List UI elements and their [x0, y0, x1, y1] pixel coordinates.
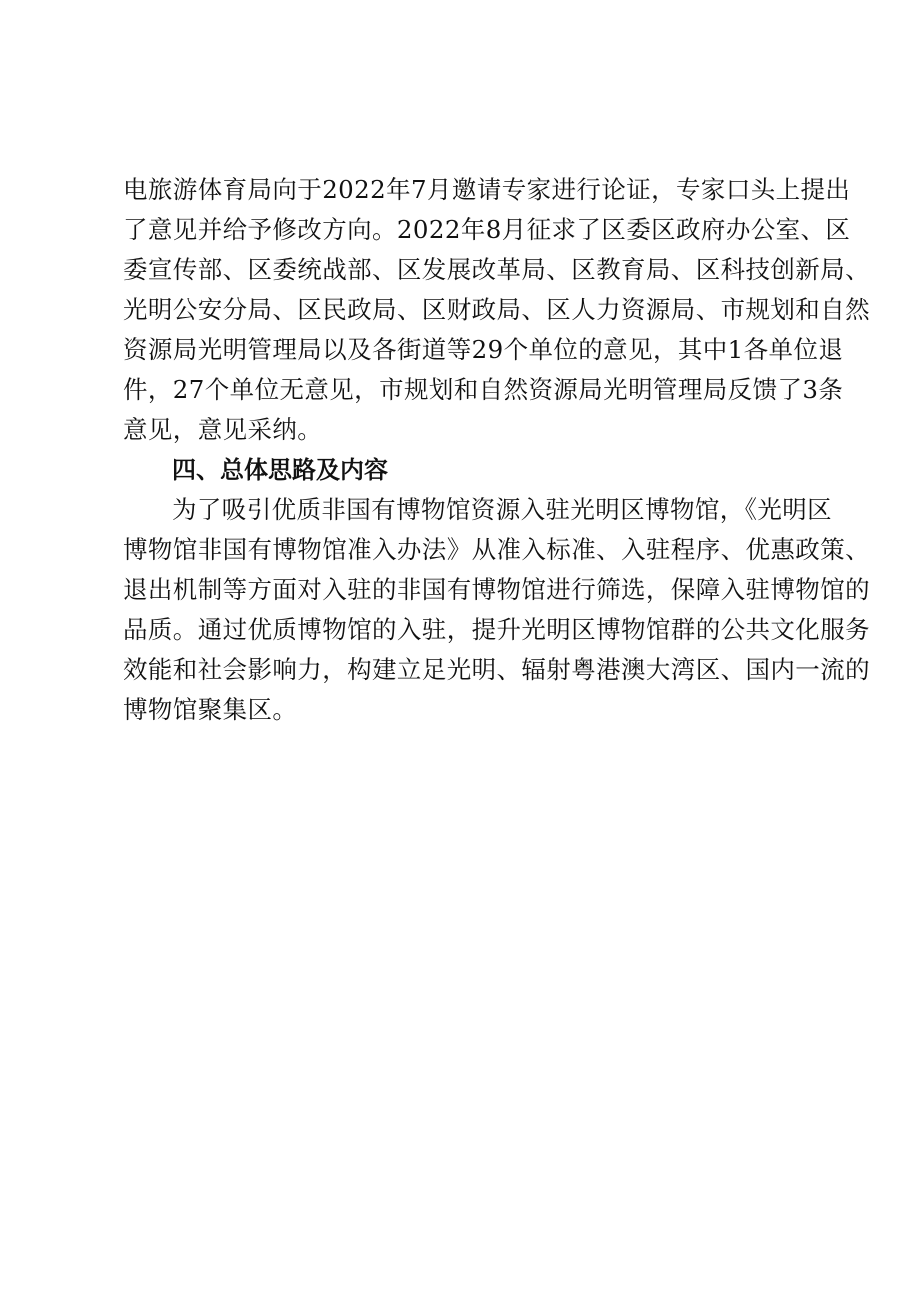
section-heading: 四、总体思路及内容 — [172, 456, 388, 484]
text-line: 博物馆聚集区。 — [123, 695, 298, 724]
paragraph-overall-approach — [123, 490, 870, 730]
text-line: 资源局光明管理局以及各街道等29个单位的意见，其中1各单位退 — [123, 335, 844, 364]
text-line: 效能和社会影响力，构建立足光明、辐射粤港澳大湾区、国内一流的 — [123, 655, 870, 684]
text-line: 委宣传部、区委统战部、区发展改革局、区教育局、区科技创新局、 — [123, 255, 870, 284]
text-line: 光明公安分局、区民政局、区财政局、区人力资源局、市规划和自然 — [123, 295, 870, 324]
text-line: 为了吸引优质非国有博物馆资源入驻光明区博物馆，《光明区 — [172, 495, 833, 524]
text-line: 件，27个单位无意见，市规划和自然资源局光明管理局反馈了3条 — [123, 375, 844, 404]
text-line: 电旅游体育局向于2022年7月邀请专家进行论证，专家口头上提出 — [123, 175, 851, 204]
text-line: 品质。通过优质博物馆的入驻，提升光明区博物馆群的公共文化服务 — [123, 615, 870, 644]
text-line: 意见，意见采纳。 — [123, 415, 323, 444]
text-line: 博物馆非国有博物馆准入办法》从准入标准、入驻程序、优惠政策、 — [123, 535, 870, 564]
paragraph-consultation — [123, 170, 870, 450]
text-line: 了意见并给予修改方向。2022年8月征求了区委区政府办公室、区 — [123, 215, 851, 244]
text-line: 退出机制等方面对入驻的非国有博物馆进行筛选，保障入驻博物馆的 — [123, 575, 870, 604]
document-body — [123, 170, 870, 730]
